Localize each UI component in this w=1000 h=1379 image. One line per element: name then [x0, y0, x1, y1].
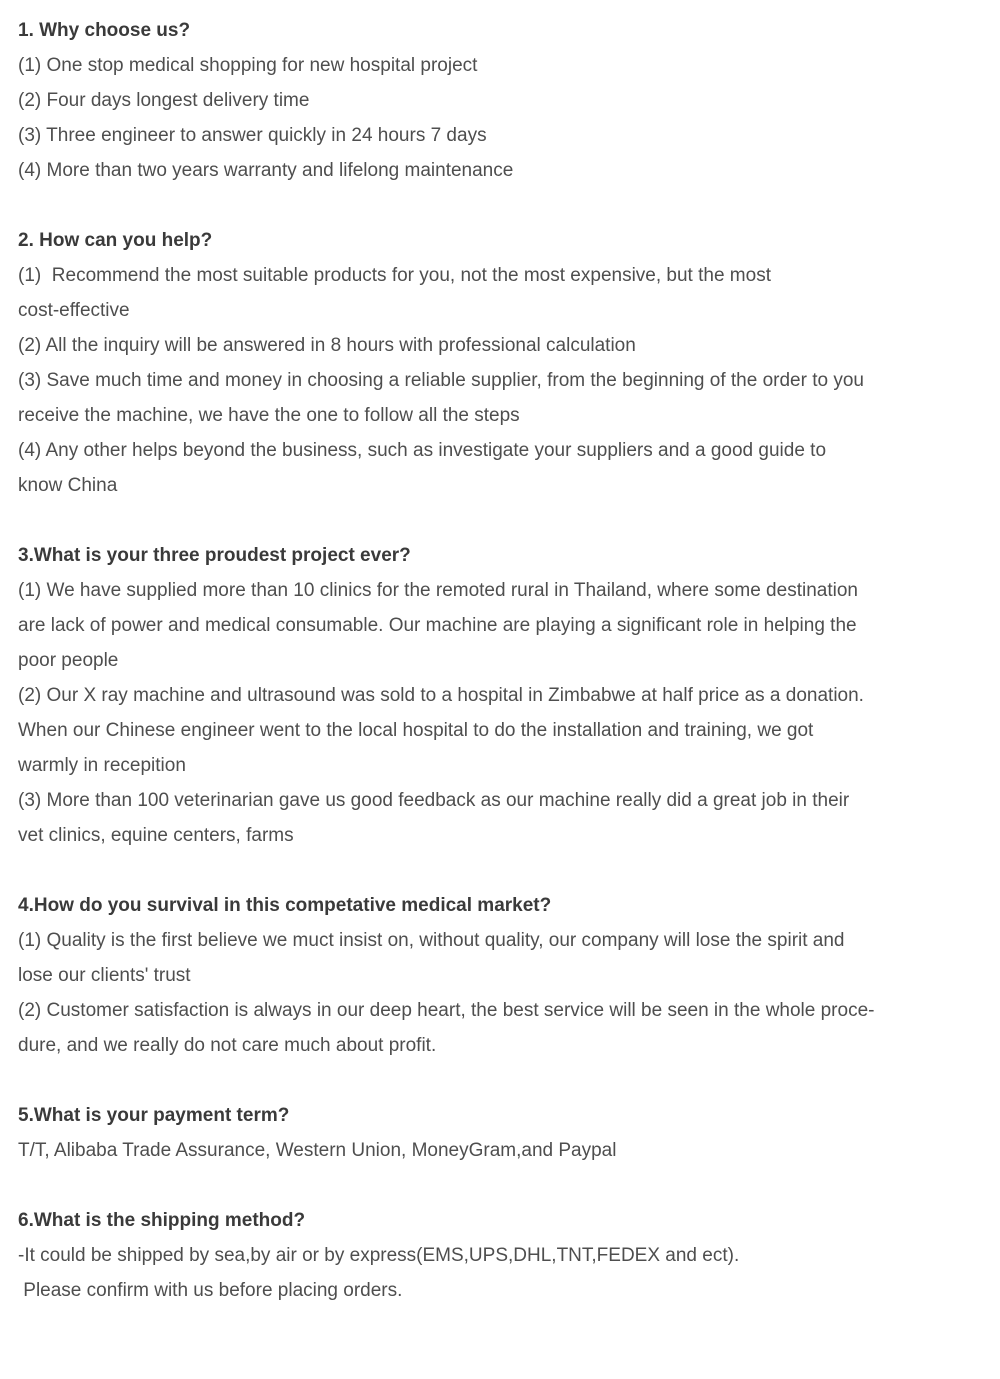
faq-answer-line: warmly in recepition: [18, 755, 186, 776]
faq-answer-line: cost-effective: [18, 300, 130, 321]
faq-answer-line: vet clinics, equine centers, farms: [18, 825, 294, 846]
faq-answer-line: When our Chinese engineer went to the local hospital to do the installation and training, we got: [18, 720, 814, 741]
faq-section-1: [18, 13, 982, 188]
faq-answer-line: know China: [18, 475, 118, 496]
faq-answer-line: T/T, Alibaba Trade Assurance, Western Union, MoneyGram,and Paypal: [18, 1140, 617, 1161]
faq-section-3: [18, 538, 982, 853]
faq-answer-line: (3) Three engineer to answer quickly in 24 hours 7 days: [18, 125, 487, 146]
faq-answer-line: (3) More than 100 veterinarian gave us good feedback as our machine really did a great job in their: [18, 790, 850, 811]
faq-answer-line: are lack of power and medical consumable. Our machine are playing a significant role in helping the: [18, 615, 857, 636]
faq-answer-line: (1) One stop medical shopping for new hospital project: [18, 55, 478, 76]
faq-question-heading: 6.What is the shipping method?: [18, 1210, 306, 1231]
faq-answer-line: receive the machine, we have the one to follow all the steps: [18, 405, 520, 426]
faq-answer-line: lose our clients' trust: [18, 965, 191, 986]
faq-question-heading: 1. Why choose us?: [18, 20, 191, 41]
faq-section-2: [18, 223, 982, 503]
faq-answer-line: poor people: [18, 650, 119, 671]
faq-answer-line: (3) Save much time and money in choosing a reliable supplier, from the beginning of the order to you: [18, 370, 864, 391]
faq-answer-line: (1) Recommend the most suitable products for you, not the most expensive, but the most: [18, 265, 771, 286]
faq-answer-line: (2) Our X ray machine and ultrasound was sold to a hospital in Zimbabwe at half price as a donation.: [18, 685, 864, 706]
faq-question-heading: 3.What is your three proudest project ever?: [18, 545, 411, 566]
faq-answer-line: dure, and we really do not care much about profit.: [18, 1035, 437, 1056]
faq-answer-line: (1) Quality is the first believe we muct insist on, without quality, our company will lose the spirit and: [18, 930, 845, 951]
faq-answer-line: (2) All the inquiry will be answered in 8 hours with professional calculation: [18, 335, 636, 356]
faq-answer-line: Please confirm with us before placing orders.: [18, 1280, 403, 1301]
faq-section-4: [18, 888, 982, 1063]
faq-question-heading: 2. How can you help?: [18, 230, 213, 251]
faq-answer-line: -It could be shipped by sea,by air or by express(EMS,UPS,DHL,TNT,FEDEX and ect).: [18, 1245, 740, 1266]
faq-question-heading: 5.What is your payment term?: [18, 1105, 290, 1126]
faq-answer-line: (1) We have supplied more than 10 clinics for the remoted rural in Thailand, where some destination: [18, 580, 858, 601]
faq-answer-line: (4) Any other helps beyond the business, such as investigate your suppliers and a good guide to: [18, 440, 827, 461]
faq-answer-line: (2) Customer satisfaction is always in our deep heart, the best service will be seen in the whole proce-: [18, 1000, 875, 1021]
faq-section-6: [18, 1203, 982, 1308]
faq-answer-line: (4) More than two years warranty and lifelong maintenance: [18, 160, 514, 181]
faq-answer-line: (2) Four days longest delivery time: [18, 90, 310, 111]
faq-section-5: [18, 1098, 982, 1168]
faq-question-heading: 4.How do you survival in this competative medical market?: [18, 895, 552, 916]
